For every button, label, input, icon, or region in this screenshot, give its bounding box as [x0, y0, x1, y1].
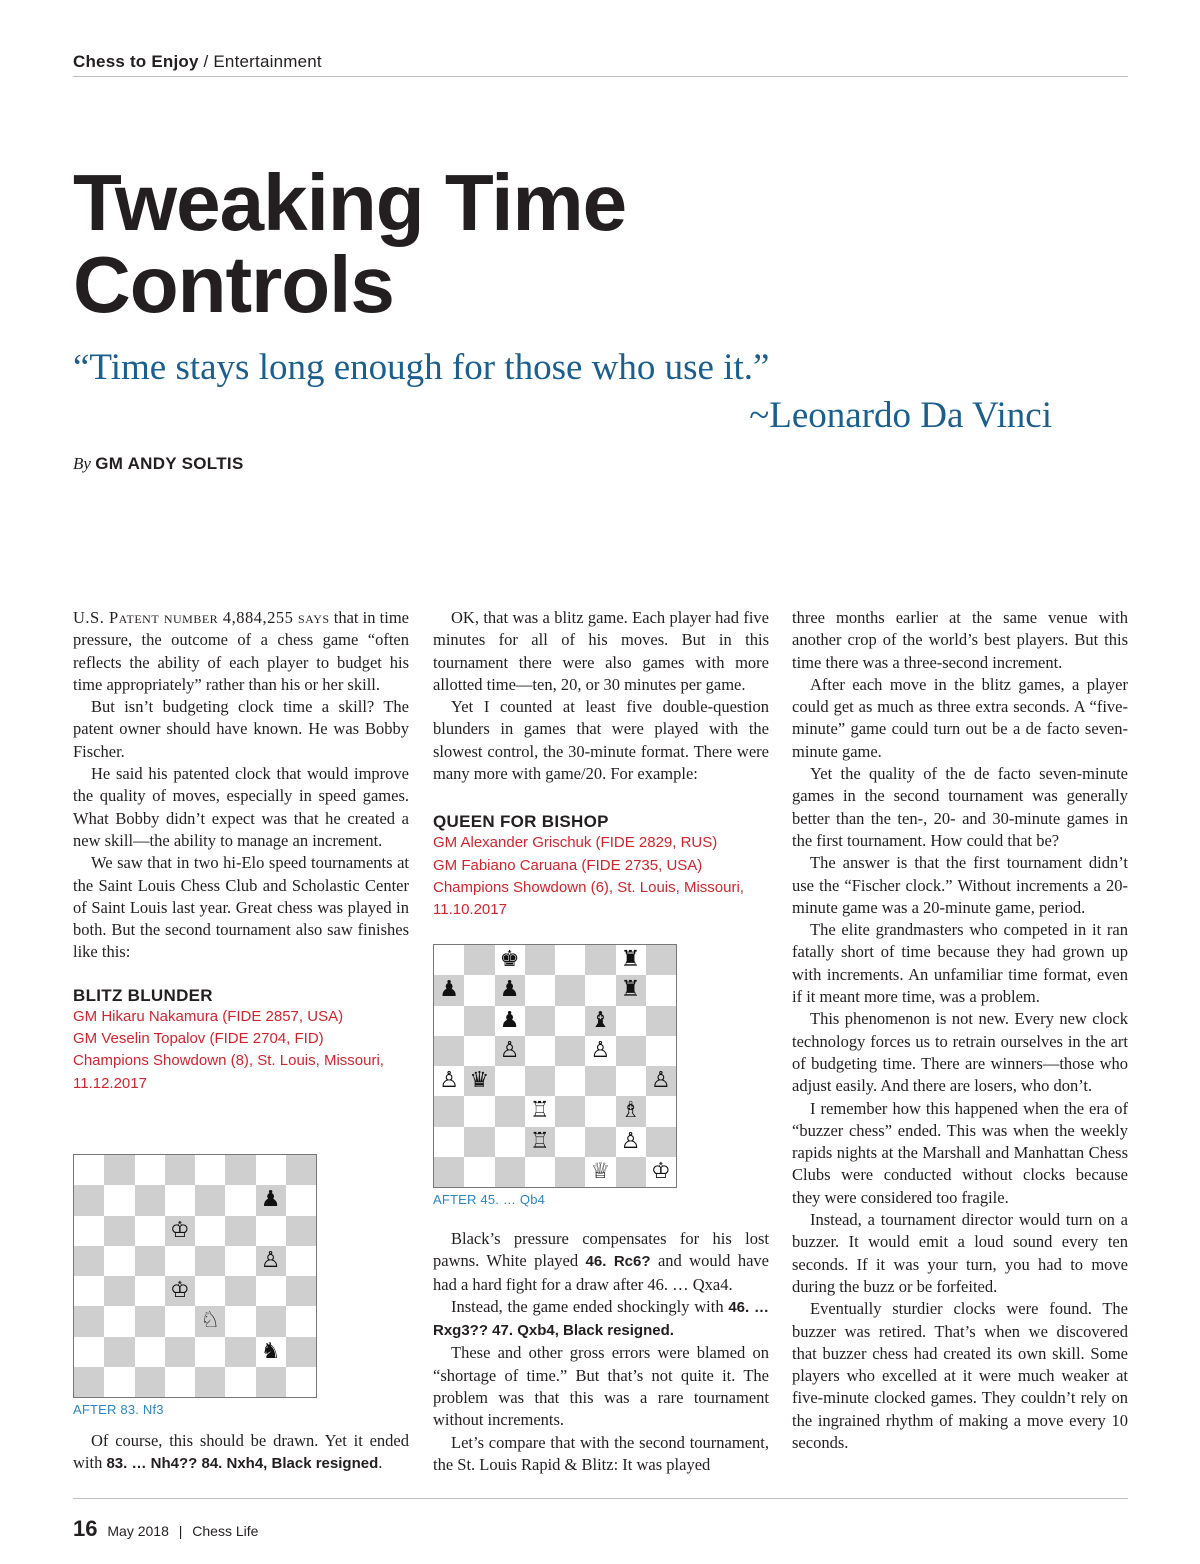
- white-knight-icon: ♘: [200, 1308, 220, 1334]
- board-square: [104, 1306, 134, 1336]
- board-square: [495, 1127, 525, 1157]
- board-square: [104, 1185, 134, 1215]
- board-square: [165, 1216, 195, 1246]
- board-square: [434, 1036, 464, 1066]
- board-square: [74, 1246, 104, 1276]
- move-notation: 46. Rc6?: [585, 1253, 651, 1271]
- board-square: [646, 1036, 676, 1066]
- board-square: [464, 1127, 494, 1157]
- board-square: [434, 1157, 464, 1187]
- board-square: [256, 1367, 286, 1397]
- col1-paragraph-5: [73, 1430, 409, 1476]
- board-square: [525, 1157, 555, 1187]
- board-square: [286, 1306, 316, 1336]
- board-square: [646, 975, 676, 1005]
- board-square: [646, 1066, 676, 1096]
- board-square: [585, 1036, 615, 1066]
- black-rook-icon: ♜: [620, 947, 641, 973]
- board-square: [256, 1185, 286, 1215]
- game1-black: GM Veselin Topalov (FIDE 2704, FID): [73, 1030, 324, 1048]
- board-square: [286, 1246, 316, 1276]
- page-number: 16: [73, 1516, 98, 1541]
- board-square: [135, 1306, 165, 1336]
- board-square: [74, 1155, 104, 1185]
- board-square: [464, 945, 494, 975]
- board-square: [464, 975, 494, 1005]
- board-square: [616, 1157, 646, 1187]
- col3-paragraph-2: After each move in the blitz games, a player could get as much as three extra seconds. A “five-minute” game could turn out be a de facto seven-minute game.: [792, 674, 1128, 761]
- board-square: [225, 1246, 255, 1276]
- col3-paragraph-1: three months earlier at the same venue with another crop of the world’s best players. But this time there was a three-second increment.: [792, 608, 1128, 672]
- white-king-icon: ♔: [170, 1217, 190, 1243]
- game2-heading: QUEEN FOR BISHOP: [433, 812, 609, 832]
- board-square: [525, 945, 555, 975]
- board-square: [646, 1006, 676, 1036]
- board-square: [464, 1006, 494, 1036]
- col1-p5-text: Of course, this should be drawn. Yet it ended with: [73, 1431, 409, 1473]
- game2-event: Champions Showdown (6), St. Louis, Missouri, 11.10.2017: [433, 878, 744, 919]
- board-square: [434, 1096, 464, 1126]
- move-notation: 46. … Rxg3?? 47. Qxb4, Black resigned.: [433, 1298, 769, 1340]
- section-name: Chess to Enjoy: [73, 52, 199, 71]
- board-square: [525, 975, 555, 1005]
- board-square: [464, 1066, 494, 1096]
- black-pawn-icon: ♟: [499, 977, 520, 1003]
- board-square: [616, 1066, 646, 1096]
- game2-white: GM Alexander Grischuk (FIDE 2829, RUS): [433, 834, 718, 852]
- board-square: [585, 1006, 615, 1036]
- board-square: [616, 945, 646, 975]
- board-square: [225, 1337, 255, 1367]
- board-square: [74, 1306, 104, 1336]
- white-rook-icon: ♖: [530, 1098, 550, 1124]
- column-2: [433, 607, 769, 922]
- board-square: [225, 1306, 255, 1336]
- page-footer: [73, 1516, 258, 1542]
- white-king-icon: ♔: [170, 1278, 190, 1304]
- board-square: [104, 1276, 134, 1306]
- lead-in: U.S. Patent number 4,884,255 says: [73, 608, 330, 627]
- col3-paragraph-9: Eventually sturdier clocks were found. The buzzer was retired. That’s when we discovered that buzzer chess had created its own skill. Some players who excelled at it were much weaker at five-minute clocked games. They couldn’t rely on the ingrained rhythm of making a move every 10 seconds.: [792, 1299, 1128, 1452]
- board-square: [495, 1096, 525, 1126]
- board-square: [555, 1096, 585, 1126]
- board-square: [256, 1246, 286, 1276]
- board-square: [104, 1246, 134, 1276]
- board-square: [495, 975, 525, 1005]
- board-square: [286, 1155, 316, 1185]
- game1-caption: AFTER 83. Nf3: [73, 1402, 164, 1417]
- board-square: [195, 1185, 225, 1215]
- board-square: [464, 1036, 494, 1066]
- board-square: [135, 1185, 165, 1215]
- col2-paragraph-1: OK, that was a blitz game. Each player had five minutes for all of his moves. But in this tournament there were also games with more allotted time—ten, 20, or 30 minutes per game.: [433, 608, 769, 694]
- board-square: [104, 1367, 134, 1397]
- col1-paragraph-3: He said his patented clock that would improve the quality of moves, especially in speed games. What Bobby didn’t expect was that he created a new skill—the ability to manage an increment.: [73, 764, 409, 850]
- board-square: [195, 1276, 225, 1306]
- board-square: [286, 1216, 316, 1246]
- board-square: [434, 945, 464, 975]
- board-square: [256, 1337, 286, 1367]
- black-pawn-icon: ♟: [499, 1007, 520, 1033]
- board-square: [74, 1367, 104, 1397]
- board-square: [464, 1157, 494, 1187]
- board-square: [555, 975, 585, 1005]
- board-square: [286, 1185, 316, 1215]
- board-square: [225, 1367, 255, 1397]
- board-square: [195, 1246, 225, 1276]
- white-pawn-icon: ♙: [590, 1037, 611, 1063]
- white-pawn-icon: ♙: [651, 1068, 671, 1094]
- board-square: [225, 1276, 255, 1306]
- col2-paragraph-6: Let’s compare that with the second tournament, the St. Louis Rapid & Blitz: It was played: [433, 1432, 769, 1474]
- board-square: [555, 1006, 585, 1036]
- board-square: [585, 1127, 615, 1157]
- board-square: [555, 1066, 585, 1096]
- board-square: [646, 1096, 676, 1126]
- board-square: [225, 1155, 255, 1185]
- board-square: [256, 1306, 286, 1336]
- black-pawn-icon: ♟: [439, 977, 459, 1003]
- col3-paragraph-8: Instead, a tournament director would turn on a buzzer. It would emit a loud sound every ten seconds. If it was your turn, you had to move during the buzz or be forfeited.: [792, 1210, 1128, 1296]
- chess-diagram-blitz-blunder: [73, 1154, 317, 1398]
- board-square: [256, 1155, 286, 1185]
- white-king-icon: ♔: [651, 1158, 671, 1184]
- board-square: [135, 1367, 165, 1397]
- board-square: [256, 1216, 286, 1246]
- board-square: [585, 975, 615, 1005]
- board-square: [104, 1337, 134, 1367]
- column-2-bottom: [433, 1228, 769, 1476]
- board-square: [225, 1185, 255, 1215]
- board-square: [495, 1036, 525, 1066]
- game1-heading: BLITZ BLUNDER: [73, 985, 213, 1005]
- board-square: [104, 1216, 134, 1246]
- board-square: [195, 1155, 225, 1185]
- board-square: [165, 1337, 195, 1367]
- board-square: [165, 1246, 195, 1276]
- magazine-name: Chess Life: [192, 1523, 259, 1539]
- col3-paragraph-7: I remember how this happened when the era of “buzzer chess” ended. This was when the weekly rapids nights at the Marshall and Manhattan Chess Clubs were conducted without clocks because they were considered too fragile.: [792, 1098, 1128, 1207]
- col1-paragraph-4: We saw that in two hi-Elo speed tournaments at the Saint Louis Chess Club and Scholastic Center of Saint Louis last year. Great chess was played in both. But the second tournament also saw finishes like this:: [73, 853, 409, 962]
- black-king-icon: ♚: [499, 947, 520, 973]
- board-square: [616, 1006, 646, 1036]
- board-square: [555, 1157, 585, 1187]
- board-square: [286, 1276, 316, 1306]
- board-square: [165, 1185, 195, 1215]
- board-square: [74, 1276, 104, 1306]
- chess-diagram-queen-for-bishop: [433, 944, 677, 1188]
- board-square: [646, 945, 676, 975]
- board-square: [434, 1127, 464, 1157]
- col2-p3-text: Black’s pressure compensates for his lost pawns. White played: [433, 1229, 769, 1271]
- board-square: [286, 1337, 316, 1367]
- header-rule: [73, 76, 1128, 77]
- section-separator: /: [198, 52, 214, 71]
- white-pawn-icon: ♙: [260, 1247, 281, 1273]
- article-title: [73, 158, 627, 329]
- board-square: [555, 1127, 585, 1157]
- board-square: [165, 1155, 195, 1185]
- board-square: [495, 1066, 525, 1096]
- col2-p4-text: Instead, the game ended shockingly with: [451, 1296, 729, 1316]
- board-square: [525, 1096, 555, 1126]
- col3-paragraph-4: The answer is that the first tournament didn’t use the “Fischer clock.” Without increments a 20-minute game was a 20-minute game, period.: [792, 853, 1128, 917]
- black-rook-icon: ♜: [620, 977, 641, 1003]
- board-square: [616, 975, 646, 1005]
- col3-paragraph-5: The elite grandmasters who competed in it ran fatally short of time because they had grown up with increments. An unfamiliar time format, even if it meant more time, was a problem.: [792, 920, 1128, 1007]
- board-square: [135, 1216, 165, 1246]
- column-3: [792, 607, 1128, 1454]
- white-queen-icon: ♕: [590, 1158, 611, 1184]
- byline: [73, 454, 244, 474]
- footer-divider: |: [178, 1523, 183, 1539]
- board-square: [616, 1096, 646, 1126]
- board-square: [74, 1185, 104, 1215]
- board-square: [74, 1337, 104, 1367]
- board-square: [135, 1155, 165, 1185]
- board-square: [555, 1036, 585, 1066]
- title-line-2: Controls: [73, 240, 394, 329]
- board-square: [135, 1246, 165, 1276]
- board-square: [135, 1337, 165, 1367]
- black-bishop-icon: ♝: [590, 1007, 611, 1033]
- issue-date: May 2018: [107, 1523, 169, 1539]
- board-square: [165, 1276, 195, 1306]
- board-square: [525, 1127, 555, 1157]
- board-square: [585, 1096, 615, 1126]
- col2-paragraph-5: These and other gross errors were blamed on “shortage of time.” But that’s not quite it. The problem was that this was a rare tournament without increments.: [433, 1343, 769, 1430]
- board-square: [195, 1216, 225, 1246]
- black-queen-icon: ♛: [469, 1068, 490, 1094]
- board-square: [434, 1066, 464, 1096]
- epigraph-quote: “Time stays long enough for those who use it.”: [73, 347, 770, 388]
- col1-paragraph-2: But isn’t budgeting clock time a skill? The patent owner should have known. He was Bobby Fischer.: [73, 697, 409, 761]
- col2-paragraph-3: [433, 1228, 769, 1296]
- col2-p3-rest: and would have had a hard fight for a draw after 46. … Qxa4.: [433, 1251, 769, 1294]
- game1-event: Champions Showdown (8), St. Louis, Missouri, 11.12.2017: [73, 1052, 384, 1092]
- game1-white: GM Hikaru Nakamura (FIDE 2857, USA): [73, 1007, 344, 1025]
- board-square: [256, 1276, 286, 1306]
- game2-black: GM Fabiano Caruana (FIDE 2735, USA): [433, 856, 703, 874]
- white-pawn-icon: ♙: [499, 1037, 520, 1063]
- move-notation: 83. … Nh4?? 84. Nxh4, Black resigned: [106, 1455, 379, 1473]
- col2-paragraph-2: Yet I counted at least five double-question blunders in games that were played with the slowest control, the 30-minute format. There were many more with game/20. For example:: [433, 697, 769, 784]
- black-pawn-icon: ♟: [260, 1187, 281, 1213]
- board-square: [646, 1157, 676, 1187]
- board-square: [104, 1155, 134, 1185]
- board-square: [525, 1036, 555, 1066]
- board-square: [495, 1157, 525, 1187]
- board-square: [646, 1127, 676, 1157]
- board-square: [165, 1367, 195, 1397]
- board-square: [74, 1216, 104, 1246]
- byline-prefix: By: [73, 454, 91, 473]
- board-square: [225, 1216, 255, 1246]
- board-square: [525, 1066, 555, 1096]
- running-head: [73, 52, 322, 72]
- black-knight-icon: ♞: [260, 1338, 281, 1364]
- col1-paragraph-1: [73, 607, 409, 696]
- board-square: [286, 1367, 316, 1397]
- footer-rule: [73, 1498, 1128, 1499]
- board-square: [195, 1367, 225, 1397]
- board-square: [616, 1036, 646, 1066]
- col1-p1-text: that in time pressure, the outcome of a chess game “often reflects the ability of each player to budget his time appropriately” rather than his or her skill.: [73, 608, 409, 694]
- board-square: [464, 1096, 494, 1126]
- section-category: Entertainment: [213, 52, 322, 71]
- col3-paragraph-3: Yet the quality of the de facto seven-minute games in the second tournament was generally better than the ten-, 20- and 30-minute games in the first tournament. How could that be?: [792, 764, 1128, 850]
- board-square: [555, 945, 585, 975]
- title-line-1: Tweaking Time: [73, 158, 627, 247]
- board-square: [195, 1306, 225, 1336]
- col2-paragraph-4: [433, 1296, 769, 1343]
- col1-p5-end: .: [378, 1453, 383, 1473]
- board-square: [495, 945, 525, 975]
- board-square: [585, 1066, 615, 1096]
- board-square: [616, 1127, 646, 1157]
- board-square: [585, 1157, 615, 1187]
- col3-paragraph-6: This phenomenon is not new. Every new clock technology forces us to retrain ourselves in the art of budgeting time. There are winners—those who adjust easily. And there are losers, who don’t.: [792, 1009, 1128, 1096]
- white-rook-icon: ♖: [530, 1128, 550, 1154]
- board-square: [585, 945, 615, 975]
- board-square: [135, 1276, 165, 1306]
- board-square: [434, 975, 464, 1005]
- column-1: [73, 607, 409, 1095]
- board-square: [525, 1006, 555, 1036]
- epigraph-attribution: ~Leonardo Da Vinci: [749, 395, 1052, 436]
- board-square: [195, 1337, 225, 1367]
- white-pawn-icon: ♙: [620, 1128, 641, 1154]
- white-pawn-icon: ♙: [439, 1068, 459, 1094]
- board-square: [165, 1306, 195, 1336]
- white-bishop-icon: ♗: [620, 1098, 641, 1124]
- byline-author: GM ANDY SOLTIS: [95, 454, 244, 473]
- board-square: [434, 1006, 464, 1036]
- game2-caption: AFTER 45. … Qb4: [433, 1192, 546, 1207]
- board-square: [495, 1006, 525, 1036]
- column-1-bottom: [73, 1430, 409, 1476]
